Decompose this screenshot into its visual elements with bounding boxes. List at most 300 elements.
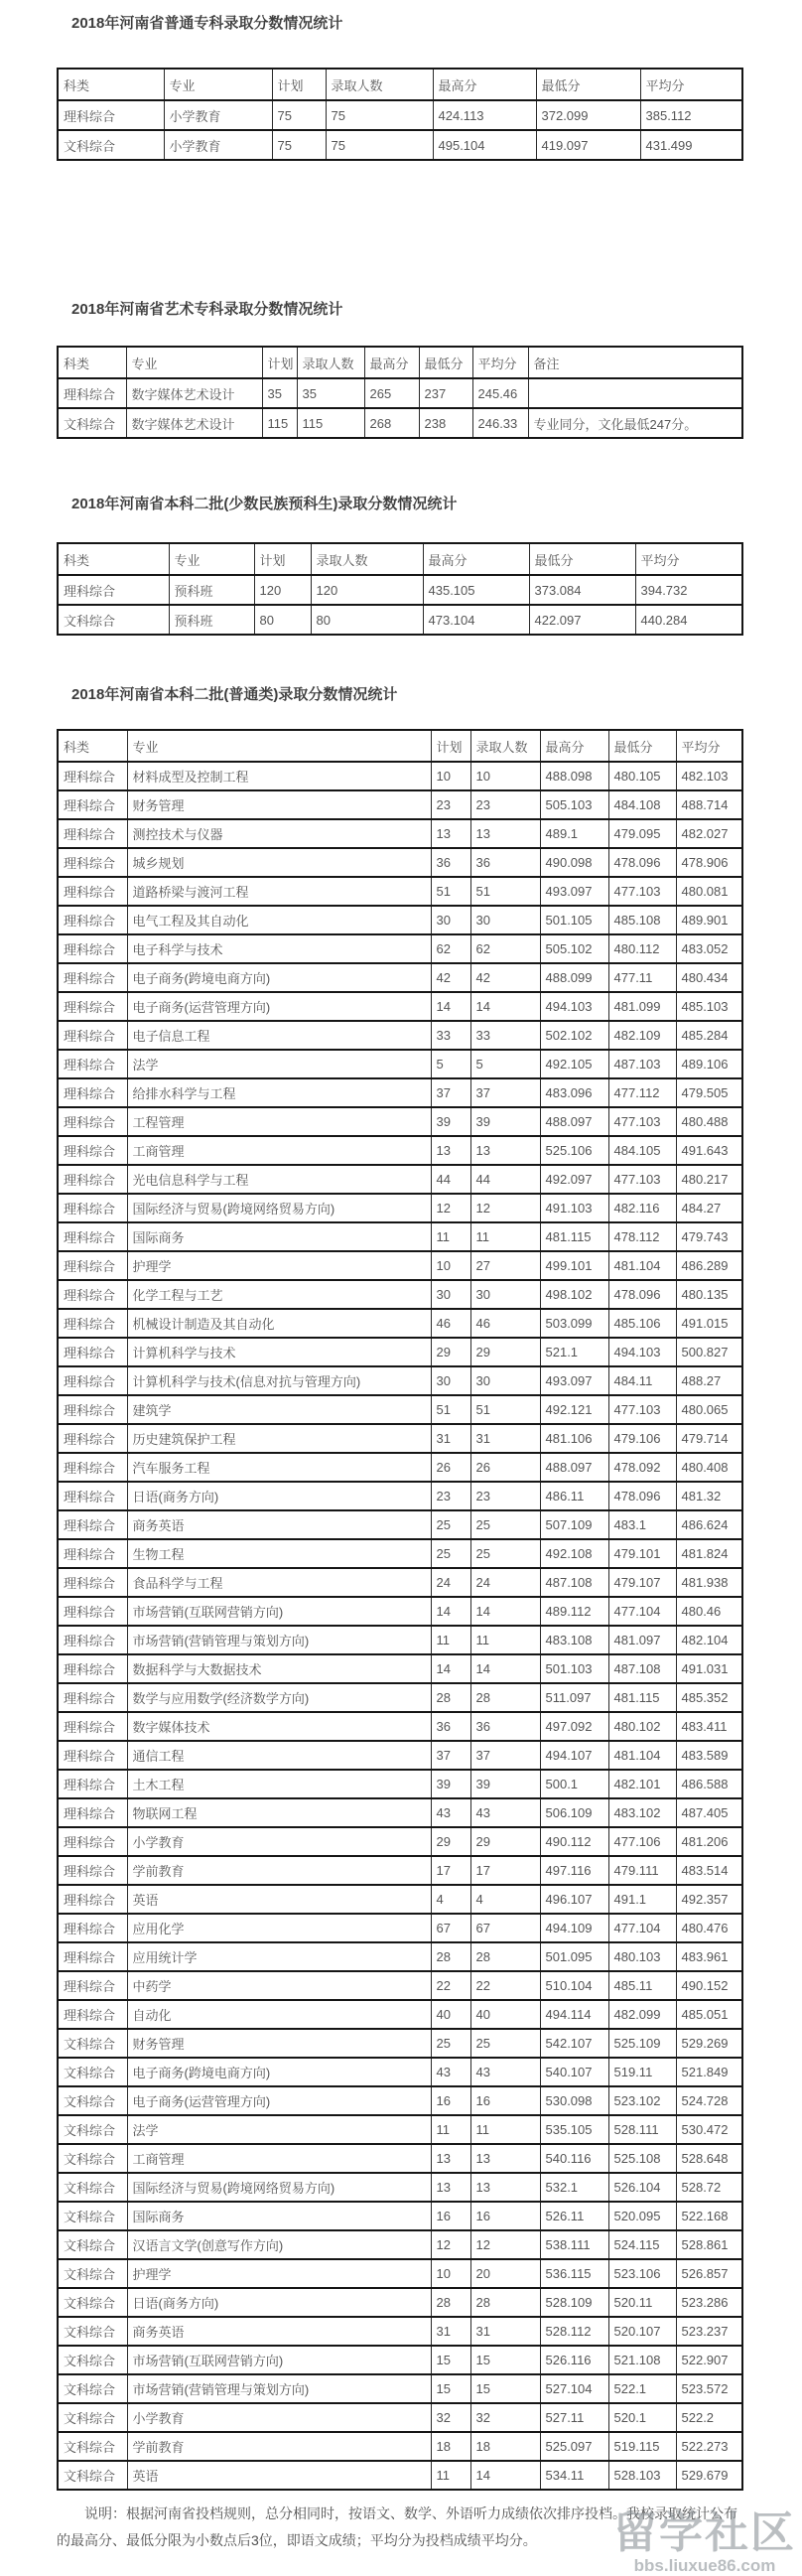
cell: 528.111 [608,2115,676,2144]
cell: 265 [364,378,419,408]
cell: 46 [470,1309,540,1338]
table-row [58,1050,742,1078]
cell: 521.108 [608,2346,676,2374]
cell: 501.105 [540,906,608,934]
table-row [58,1683,742,1712]
cell: 理科综合 [58,963,127,992]
cell: 11 [431,1222,470,1251]
cell: 化学工程与工艺 [127,1280,431,1309]
table-row [58,1741,742,1770]
cell: 490.152 [676,1971,742,2000]
cell: 75 [272,130,326,160]
cell: 477.11 [608,963,676,992]
cell: 电气工程及其自动化 [127,906,431,934]
cell: 478.096 [608,1482,676,1510]
cell: 482.103 [676,762,742,790]
table-row [58,848,742,877]
cell: 482.104 [676,1626,742,1654]
cell: 528.112 [540,2317,608,2346]
cell: 22 [431,1971,470,2000]
cell: 理科综合 [58,2000,127,2029]
table-row [58,1222,742,1251]
table-row [58,1856,742,1885]
cell: 学前教育 [127,2432,431,2461]
cell: 文科综合 [58,2230,127,2259]
cell: 501.103 [540,1654,608,1683]
column-header: 专业 [169,543,254,575]
cell: 11 [431,2461,470,2490]
cell: 520.1 [608,2403,676,2432]
column-header: 计划 [262,347,297,378]
cell: 520.095 [608,2202,676,2230]
cell: 33 [431,1021,470,1050]
cell: 电子科学与技术 [127,934,431,963]
table-row [58,1885,742,1914]
cell: 13 [470,2144,540,2173]
cell: 488.714 [676,790,742,819]
cell: 12 [431,2230,470,2259]
cell: 理科综合 [58,1827,127,1856]
cell: 理科综合 [58,100,164,130]
cell: 24 [431,1568,470,1597]
cell: 494.109 [540,1914,608,1942]
cell: 540.107 [540,2058,608,2086]
cell: 481.099 [608,992,676,1021]
cell: 480.217 [676,1165,742,1194]
cell: 23 [431,1482,470,1510]
column-header: 最低分 [608,730,676,762]
column-header: 平均分 [472,347,528,378]
cell: 学前教育 [127,1856,431,1885]
cell: 电子商务(跨境电商方向) [127,963,431,992]
cell: 5 [431,1050,470,1078]
table-row [58,575,742,605]
cell: 478.096 [608,1280,676,1309]
cell: 17 [470,1856,540,1885]
cell: 电子信息工程 [127,1021,431,1050]
cell: 483.1 [608,1510,676,1539]
cell: 494.103 [540,992,608,1021]
cell: 523.237 [676,2317,742,2346]
column-header: 录取人数 [297,347,364,378]
cell: 理科综合 [58,1798,127,1827]
cell: 491.015 [676,1309,742,1338]
cell: 理科综合 [58,1107,127,1136]
cell: 工程管理 [127,1107,431,1136]
cell: 12 [431,1194,470,1222]
cell: 479.095 [608,819,676,848]
cell: 预科班 [169,575,254,605]
table-row [58,378,742,408]
cell: 480.103 [608,1942,676,1971]
cell: 494.107 [540,1741,608,1770]
cell: 26 [470,1453,540,1482]
cell: 373.084 [529,575,635,605]
table-row [58,2173,742,2202]
table-row [58,2259,742,2288]
cell: 理科综合 [58,1424,127,1453]
cell: 理科综合 [58,1712,127,1741]
cell: 英语 [127,2461,431,2490]
cell: 522.273 [676,2432,742,2461]
cell: 43 [470,2058,540,2086]
cell: 31 [431,2317,470,2346]
cell: 542.107 [540,2029,608,2058]
cell: 电子商务(运营管理方向) [127,2086,431,2115]
cell: 电子商务(运营管理方向) [127,992,431,1021]
cell: 498.102 [540,1280,608,1309]
cell: 477.103 [608,1165,676,1194]
cell: 431.499 [640,130,742,160]
cell: 528.861 [676,2230,742,2259]
cell: 10 [431,1251,470,1280]
cell: 483.961 [676,1942,742,1971]
table-row [58,963,742,992]
cell: 37 [431,1741,470,1770]
cell: 481.104 [608,1251,676,1280]
cell: 491.031 [676,1654,742,1683]
cell: 13 [470,1136,540,1165]
cell: 483.411 [676,1712,742,1741]
cell: 80 [311,605,423,635]
table-row [58,819,742,848]
cell: 480.488 [676,1107,742,1136]
cell: 484.108 [608,790,676,819]
cell: 文科综合 [58,605,169,635]
table-row [58,2346,742,2374]
cell: 理科综合 [58,906,127,934]
cell: 文科综合 [58,2029,127,2058]
cell: 25 [431,1510,470,1539]
cell: 文科综合 [58,2086,127,2115]
cell: 土木工程 [127,1770,431,1798]
column-header: 计划 [254,543,311,575]
cell: 预科班 [169,605,254,635]
cell: 485.108 [608,906,676,934]
cell: 25 [470,1510,540,1539]
cell: 479.743 [676,1222,742,1251]
cell: 482.027 [676,819,742,848]
cell: 528.72 [676,2173,742,2202]
cell: 480.408 [676,1453,742,1482]
cell: 478.092 [608,1453,676,1482]
cell: 524.728 [676,2086,742,2115]
cell: 30 [431,1366,470,1395]
cell: 35 [297,378,364,408]
cell: 528.648 [676,2144,742,2173]
cell: 482.101 [608,1770,676,1798]
cell: 37 [431,1078,470,1107]
cell: 481.097 [608,1626,676,1654]
cell: 36 [470,848,540,877]
cell: 44 [470,1165,540,1194]
cell: 理科综合 [58,1654,127,1683]
cell: 485.106 [608,1309,676,1338]
table-row [58,762,742,790]
cell: 519.115 [608,2432,676,2461]
cell: 477.103 [608,1107,676,1136]
table-row [58,2058,742,2086]
column-header: 科类 [58,69,164,100]
cell: 473.104 [423,605,529,635]
cell: 理科综合 [58,1942,127,1971]
cell: 食品科学与工程 [127,1568,431,1597]
cell: 491.103 [540,1194,608,1222]
cell: 30 [470,1366,540,1395]
cell: 理科综合 [58,575,169,605]
cell: 529.269 [676,2029,742,2058]
cell: 20 [470,2259,540,2288]
cell: 506.109 [540,1798,608,1827]
cell: 29 [470,1338,540,1366]
cell: 481.115 [608,1683,676,1712]
cell: 31 [431,1424,470,1453]
cell: 528.109 [540,2288,608,2317]
cell: 479.107 [608,1568,676,1597]
cell: 28 [431,2288,470,2317]
cell: 521.849 [676,2058,742,2086]
table-row [58,1770,742,1798]
cell: 法学 [127,1050,431,1078]
column-header: 最低分 [419,347,472,378]
cell: 487.108 [540,1568,608,1597]
table-row [58,1165,742,1194]
cell: 国际经济与贸易(跨境网络贸易方向) [127,1194,431,1222]
cell: 理科综合 [58,1165,127,1194]
cell: 522.168 [676,2202,742,2230]
table-row [58,877,742,906]
cell: 484.11 [608,1366,676,1395]
table-row [58,2230,742,2259]
column-header: 平均分 [676,730,742,762]
cell: 理科综合 [58,992,127,1021]
cell: 67 [431,1914,470,1942]
cell: 理科综合 [58,1395,127,1424]
table-row [58,1309,742,1338]
cell: 526.116 [540,2346,608,2374]
cell: 527.11 [540,2403,608,2432]
cell: 479.505 [676,1078,742,1107]
table-row [58,1914,742,1942]
cell: 526.11 [540,2202,608,2230]
cell: 523.102 [608,2086,676,2115]
cell: 51 [431,1395,470,1424]
cell: 理科综合 [58,1482,127,1510]
header-row [58,347,742,378]
cell: 15 [431,2374,470,2403]
cell: 490.098 [540,848,608,877]
cell: 487.108 [608,1654,676,1683]
cell: 工商管理 [127,1136,431,1165]
cell: 小学教育 [164,100,272,130]
table-row [58,1510,742,1539]
cell: 13 [431,2144,470,2173]
cell: 481.106 [540,1424,608,1453]
cell: 27 [470,1251,540,1280]
header-row [58,69,742,100]
cell: 理科综合 [58,934,127,963]
cell: 理科综合 [58,1626,127,1654]
cell: 495.104 [433,130,536,160]
cell: 484.27 [676,1194,742,1222]
cell: 25 [470,2029,540,2058]
cell: 理科综合 [58,790,127,819]
cell: 477.106 [608,1827,676,1856]
cell: 理科综合 [58,1194,127,1222]
cell: 483.514 [676,1856,742,1885]
cell: 理科综合 [58,1251,127,1280]
cell: 480.102 [608,1712,676,1741]
cell: 479.106 [608,1424,676,1453]
cell: 10 [431,2259,470,2288]
cell: 文科综合 [58,2259,127,2288]
cell: 17 [431,1856,470,1885]
cell: 历史建筑保护工程 [127,1424,431,1453]
cell: 4 [431,1885,470,1914]
cell: 480.065 [676,1395,742,1424]
cell: 文科综合 [58,130,164,160]
cell: 12 [470,2230,540,2259]
cell: 16 [431,2086,470,2115]
table-row [58,2000,742,2029]
cell: 489.112 [540,1597,608,1626]
cell: 23 [431,790,470,819]
table-row [58,2374,742,2403]
cell: 小学教育 [164,130,272,160]
table-row [58,2432,742,2461]
cell: 520.11 [608,2288,676,2317]
cell: 497.116 [540,1856,608,1885]
cell: 自动化 [127,2000,431,2029]
cell: 477.104 [608,1597,676,1626]
cell: 480.105 [608,762,676,790]
table-row [58,1251,742,1280]
cell: 440.284 [635,605,742,635]
cell: 481.206 [676,1827,742,1856]
cell: 534.11 [540,2461,608,2490]
cell: 31 [470,1424,540,1453]
cell: 23 [470,790,540,819]
cell: 238 [419,408,472,438]
cell: 505.102 [540,934,608,963]
column-header: 平均分 [635,543,742,575]
cell: 492.121 [540,1395,608,1424]
cell: 33 [470,1021,540,1050]
table-row [58,1338,742,1366]
cell: 文科综合 [58,2115,127,2144]
cell: 478.112 [608,1222,676,1251]
cell: 491.643 [676,1136,742,1165]
table-row [58,1395,742,1424]
cell: 理科综合 [58,1366,127,1395]
cell: 25 [431,2029,470,2058]
cell: 11 [431,1626,470,1654]
cell: 36 [431,848,470,877]
cell: 财务管理 [127,790,431,819]
cell: 115 [262,408,297,438]
cell: 479.111 [608,1856,676,1885]
cell: 477.103 [608,877,676,906]
cell: 500.827 [676,1338,742,1366]
cell: 文科综合 [58,2288,127,2317]
table-row [58,1568,742,1597]
cell: 489.901 [676,906,742,934]
cell: 490.112 [540,1827,608,1856]
cell: 28 [470,1942,540,1971]
section-title-undergraduate-regular: 2018年河南省本科二批(普通类)录取分数情况统计 [71,686,398,703]
cell: 487.103 [608,1050,676,1078]
cell: 535.105 [540,2115,608,2144]
cell: 理科综合 [58,378,126,408]
cell: 14 [470,992,540,1021]
cell: 28 [470,2288,540,2317]
cell: 文科综合 [58,2144,127,2173]
cell: 530.472 [676,2115,742,2144]
cell: 482.099 [608,2000,676,2029]
table-row [58,1194,742,1222]
cell: 496.107 [540,1885,608,1914]
cell: 理科综合 [58,1683,127,1712]
cell: 372.099 [536,100,640,130]
cell: 494.103 [608,1338,676,1366]
table-row [58,1798,742,1827]
cell: 485.103 [676,992,742,1021]
cell: 数据科学与大数据技术 [127,1654,431,1683]
cell: 工商管理 [127,2144,431,2173]
cell: 理科综合 [58,1770,127,1798]
cell: 246.33 [472,408,528,438]
column-header: 录取人数 [311,543,423,575]
table-row [58,1424,742,1453]
cell: 43 [470,1798,540,1827]
cell: 492.105 [540,1050,608,1078]
cell: 525.106 [540,1136,608,1165]
cell: 理科综合 [58,762,127,790]
cell: 23 [470,1482,540,1510]
cell: 理科综合 [58,1453,127,1482]
cell: 10 [470,762,540,790]
cell: 523.572 [676,2374,742,2403]
cell: 市场营销(互联网营销方向) [127,1597,431,1626]
cell: 481.104 [608,1741,676,1770]
column-header: 计划 [272,69,326,100]
cell: 40 [431,2000,470,2029]
cell: 507.109 [540,1510,608,1539]
cell: 480.112 [608,934,676,963]
cell: 理科综合 [58,877,127,906]
cell: 527.104 [540,2374,608,2403]
table-row [58,1712,742,1741]
cell: 424.113 [433,100,536,130]
cell: 478.906 [676,848,742,877]
cell: 理科综合 [58,1280,127,1309]
cell: 489.106 [676,1050,742,1078]
cell: 市场营销(互联网营销方向) [127,2346,431,2374]
cell: 29 [470,1827,540,1856]
cell: 435.105 [423,575,529,605]
table-row [58,906,742,934]
cell: 483.096 [540,1078,608,1107]
cell: 520.107 [608,2317,676,2346]
column-header: 最低分 [529,543,635,575]
table-row [58,790,742,819]
cell: 526.104 [608,2173,676,2202]
column-header: 录取人数 [470,730,540,762]
cell: 15 [470,2374,540,2403]
cell: 11 [470,1626,540,1654]
cell: 37 [470,1078,540,1107]
watermark-text: 留学社区 [613,2508,796,2557]
